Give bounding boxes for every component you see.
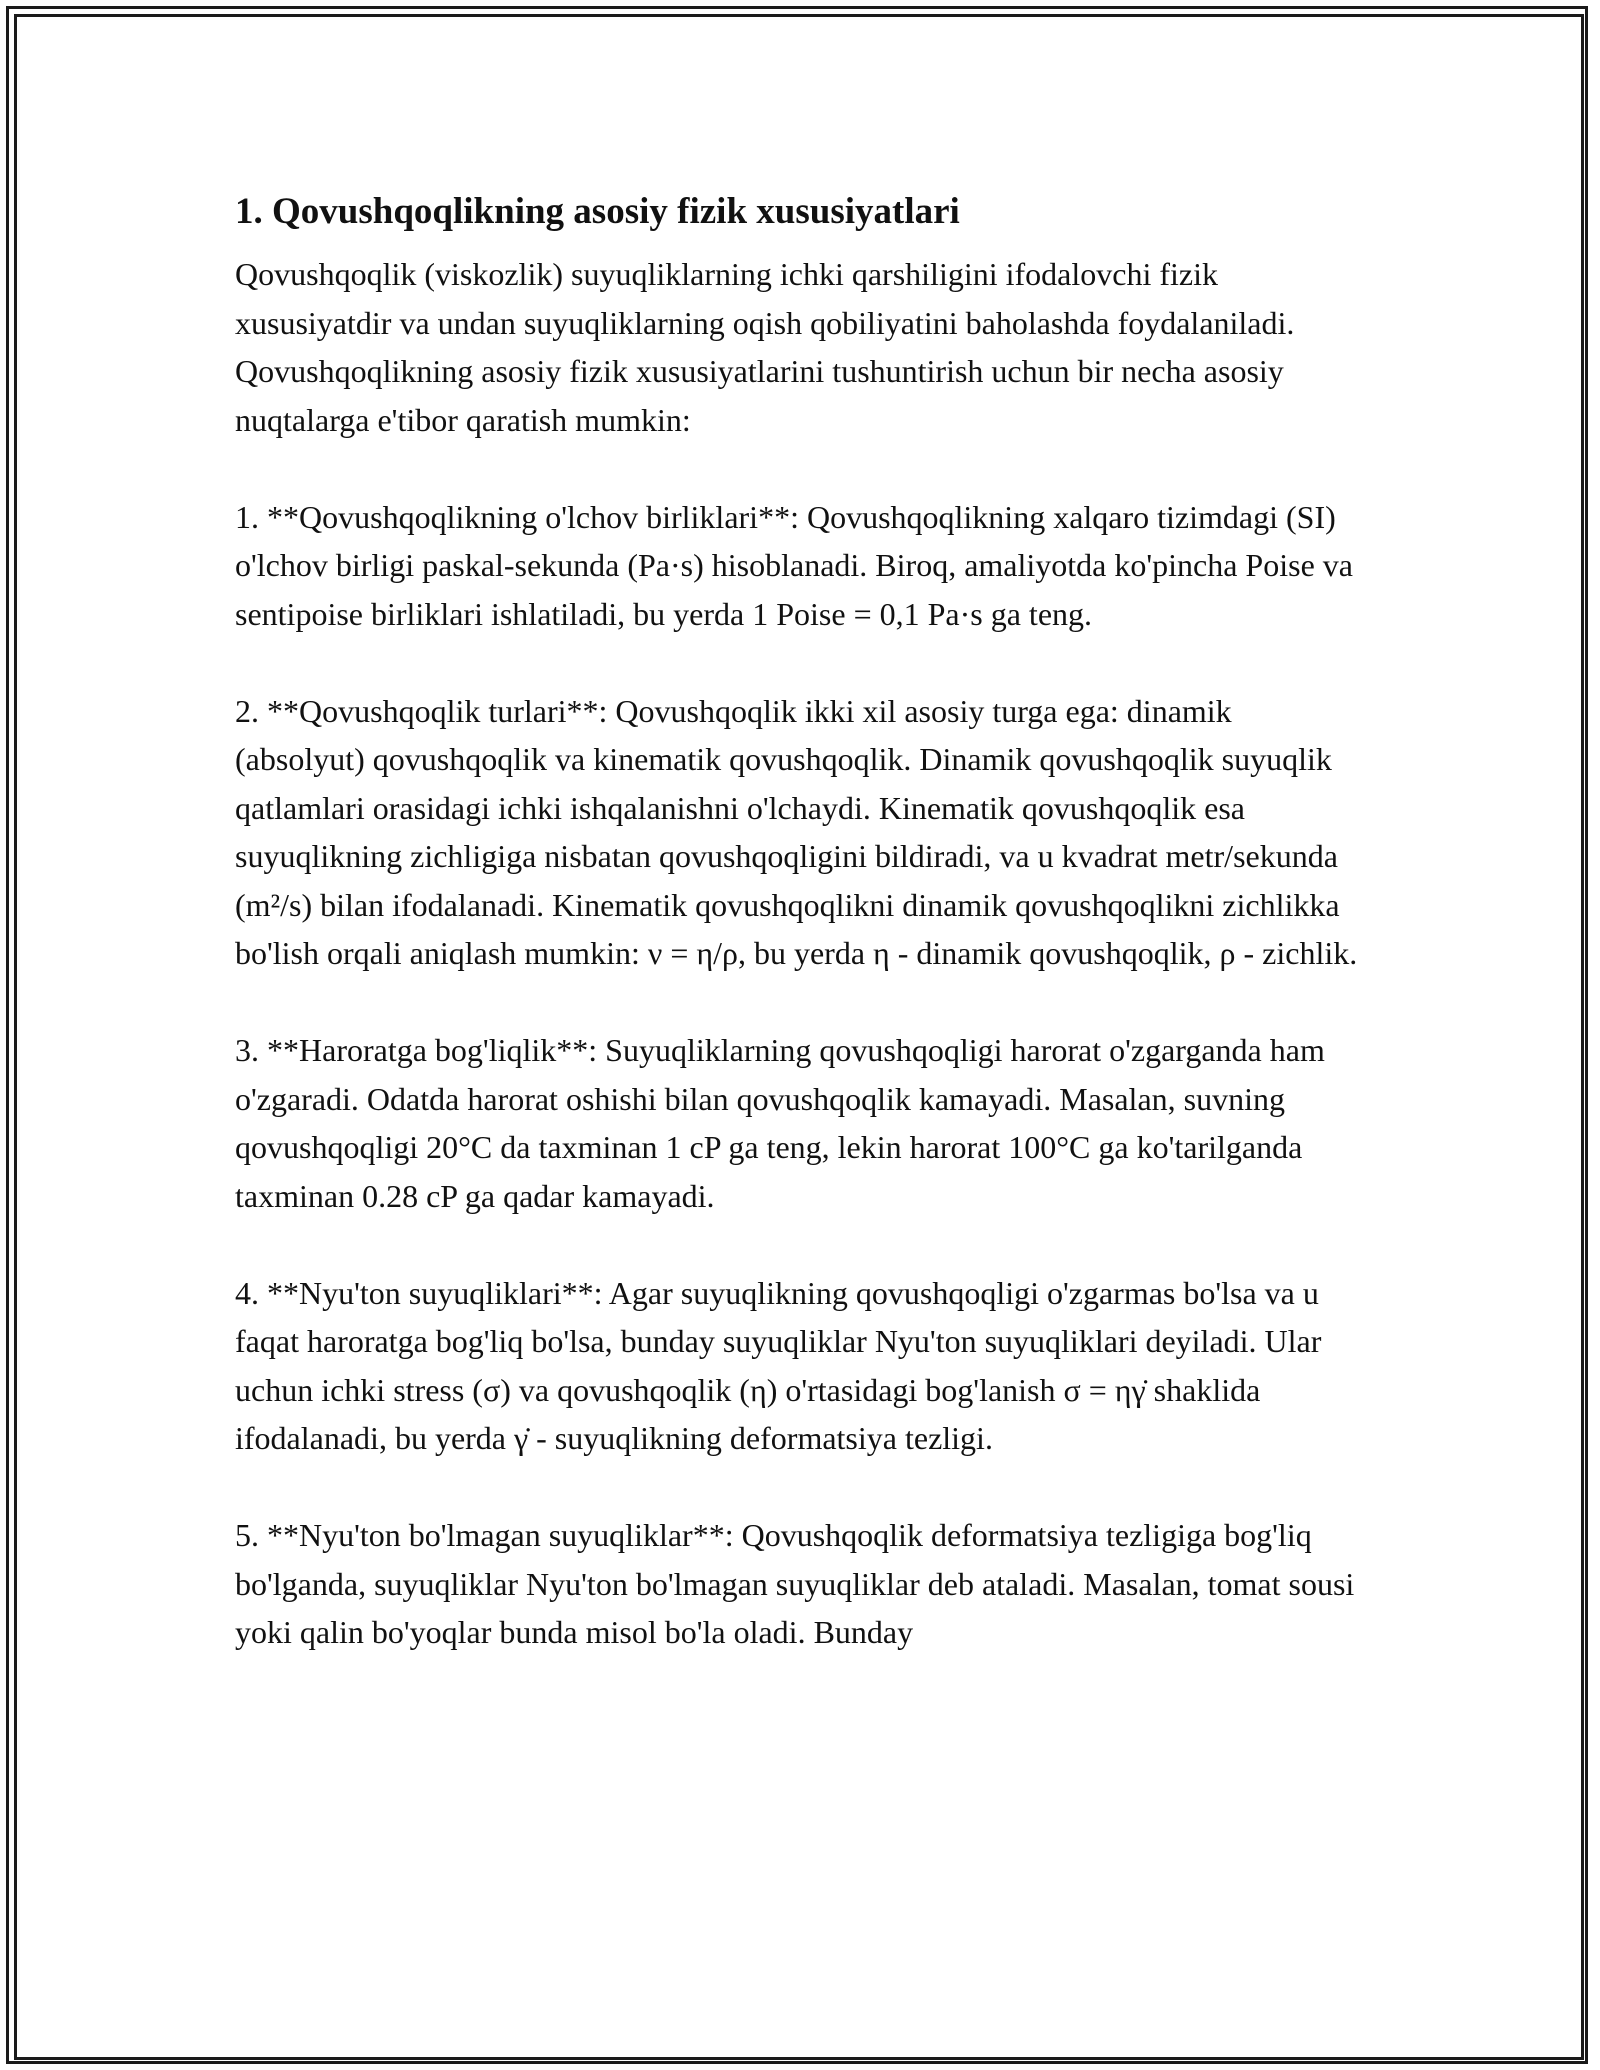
document-body (235, 188, 1365, 1705)
intro-paragraph: Qovushqoqlik (viskozlik) suyuqliklarning ichki qarshiligini ifodalovchi fizik xususiyatdir va undan suyuqliklarning oqish qobiliyatini baholashda foydalaniladi. Qovushqoqlikning asosiy fizik xususiyatlarini tushuntirish uchun bir necha asosiy nuqtalarga e'tibor qaratish mumkin: (235, 256, 1295, 438)
paragraph-non-newtonian: 5. **Nyu'ton bo'lmagan suyuqliklar**: Qovushqoqlik deformatsiya tezligiga bog'liq bo'lganda, suyuqliklar Nyu'ton bo'lmagan suyuqliklar deb ataladi. Masalan, tomat sousi yoki qalin bo'yoqlar bunda misol bo'la oladi. Bunday (235, 1517, 1355, 1650)
page-title: 1. Qovushqoqlikning asosiy fizik xususiyatlari (235, 191, 960, 232)
paragraph-temperature: 3. **Haroratga bog'liqlik**: Suyuqliklarning qovushqoqligi harorat o'zgarganda ham o'zgaradi. Odatda harorat oshishi bilan qovushqoqlik kamayadi. Masalan, suvning qovushqoqligi 20°C da taxminan 1 cP ga teng, lekin harorat 100°C ga ko'tarilganda taxminan 0.28 cP ga qadar kamayadi. (235, 1032, 1325, 1214)
paragraph-units: 1. **Qovushqoqlikning o'lchov birliklari**: Qovushqoqlikning xalqaro tizimdagi (SI) o'lchov birligi paskal-sekunda (Pa·s) hisoblanadi. Biroq, amaliyotda ko'pincha Poise va sentipoise birliklari ishlatiladi, bu yerda 1 Poise = 0,1 Pa·s ga teng. (235, 498, 1353, 632)
paragraph-types: 2. **Qovushqoqlik turlari**: Qovushqoqlik ikki xil asosiy turga ega: dinamik (absolyut) qovushqoqlik va kinematik qovushqoqlik. Dinamik qovushqoqlik suyuqlik qatlamlari orasidagi ichki ishqalanishni o'lchaydi. Kinematik qovushqoqlik esa suyuqlikning zichligiga nisbatan qovushqoqligini bildiradi, va u kvadrat metr/sekunda (m²/s) bilan ifodalanadi. Kinematik qovushqoqlikni dinamik qovushqoqlikni zichlikka bo'lish orqali aniqlash mumkin: ν = η/ρ, bu yerda η - dinamik qovushqoqlik, ρ - zichlik. (235, 692, 1358, 971)
paragraph-newtonian: 4. **Nyu'ton suyuqliklari**: Agar suyuqlikning qovushqoqligi o'zgarmas bo'lsa va u faqat haroratga bog'liq bo'lsa, bunday suyuqliklar Nyu'ton suyuqliklari deyiladi. Ular uchun ichki stress (σ) va qovushqoqlik (η) o'rtasidagi bog'lanish σ = ηγ̇ shaklida ifodalanadi, bu yerda γ̇ - suyuqlikning deformatsiya tezligi. (235, 1274, 1322, 1456)
